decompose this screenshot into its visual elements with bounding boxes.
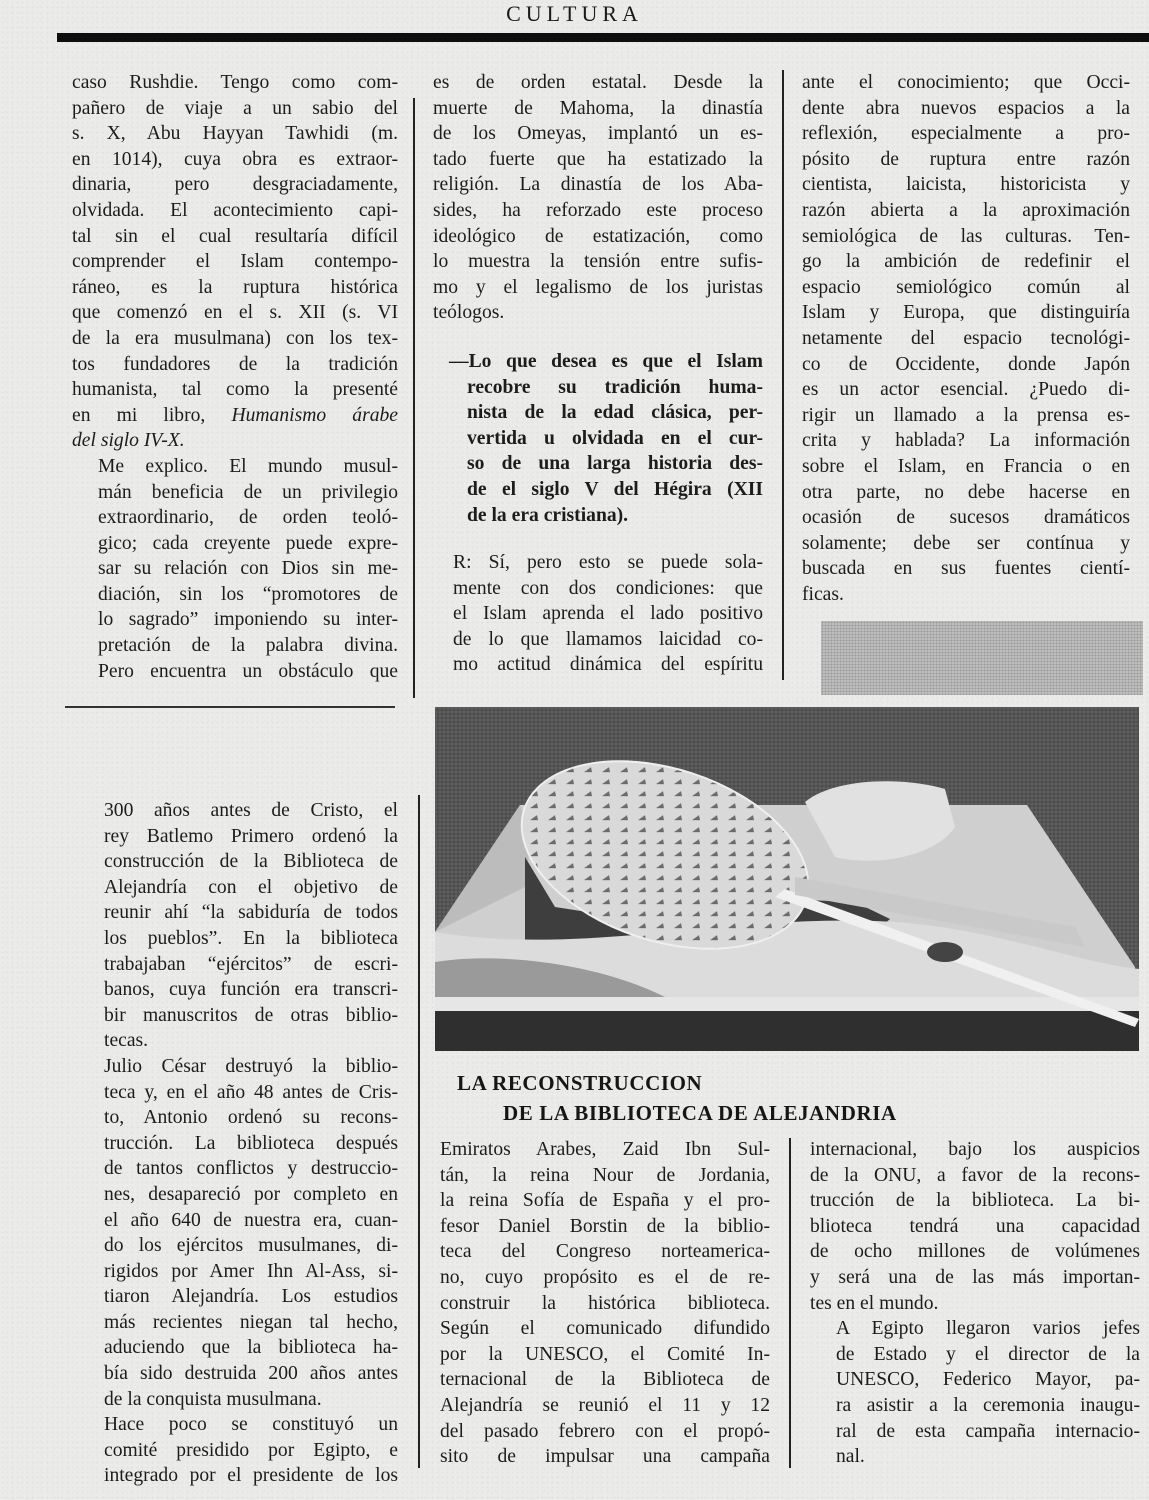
- text-line: diación, sin los “promotores de: [98, 583, 398, 605]
- text-line: trucción. La biblioteca después: [104, 1132, 398, 1154]
- book-ref-line: [72, 403, 398, 429]
- text-line: Hace poco se constituyó un: [104, 1414, 398, 1436]
- text-line: comité presidido por Egipto, e: [104, 1439, 398, 1461]
- text-line: Según el comunicado difundido: [440, 1318, 770, 1340]
- text-line: ra asistir a la ceremonia inaugu-: [836, 1394, 1140, 1416]
- interview-col1-book-ref: [72, 403, 398, 454]
- text-line: blioteca tendrá una capacidad: [810, 1215, 1140, 1237]
- text-line: de la conquista musulmana.: [104, 1388, 322, 1410]
- text-line: Me explico. El mundo musul-: [98, 455, 398, 477]
- column-divider: [418, 795, 420, 1468]
- text-line: pósito de ruptura entre razón: [802, 148, 1130, 170]
- text-line: muerte de Mahoma, la dinastía: [433, 97, 763, 119]
- text-line: dente abra nuevos espacios a la: [802, 97, 1130, 119]
- text-line: de Estado y el director de la: [836, 1343, 1140, 1365]
- text-line: de la era musulmana) con los tex-: [72, 327, 398, 349]
- text-line: caso Rushdie. Tengo como com-: [72, 72, 398, 93]
- text-line: sides, ha reforzado este proceso: [433, 199, 763, 221]
- text-line: semiológica de las culturas. Ten-: [802, 225, 1130, 247]
- column-divider: [789, 1138, 791, 1468]
- text-line: el año 640 de nuestra era, cuan-: [104, 1209, 398, 1231]
- text-line: de los Omeyas, implantó un es-: [433, 123, 763, 145]
- text-line: banos, cuya función era transcri-: [104, 979, 398, 1001]
- text-line: por la UNESCO, el Comité In-: [440, 1343, 770, 1365]
- text-line: reflexión, especialmente a pro-: [802, 123, 1130, 145]
- text-line: de lo que llamamos laicidad co-: [453, 628, 763, 650]
- text-line: humanista, tal como la presenté: [72, 379, 398, 401]
- text-line: nes, desapareció por completo en: [104, 1183, 398, 1205]
- text-line: tes en el mundo.: [810, 1292, 939, 1314]
- text-line: trabajaban “ejércitos” de escri-: [104, 953, 398, 975]
- text-line: recobre su tradición huma-: [467, 376, 763, 398]
- article-col3-para-2: [810, 1316, 1140, 1470]
- text-line: lo sagrado” imponiendo su inter-: [98, 609, 398, 631]
- text-line: ocasión de sucesos dramáticos: [802, 507, 1130, 529]
- text-line: netamente del espacio tecnológi-: [802, 327, 1130, 349]
- text-line: 300 años antes de Cristo, el: [104, 800, 398, 821]
- text-line: so de una larga historia des-: [467, 453, 763, 475]
- text-line: gico; cada creyente puede expre-: [98, 532, 398, 554]
- text-line: —Lo que desea es que el Islam: [449, 350, 763, 372]
- text-line: pañero de viaje a un sabio del: [72, 97, 398, 119]
- article-col1-para-3: [78, 1412, 398, 1489]
- text-line: sito de impulsar una campaña: [440, 1446, 770, 1468]
- library-model-photo: [435, 707, 1139, 1051]
- text-line: comprender el Islam contempo-: [72, 251, 398, 273]
- text-line: crita y hablada? La información: [802, 430, 1130, 452]
- text-line: extraordinario, de orden teoló-: [98, 507, 398, 529]
- text-line: reunir ahí “la sabiduría de todos: [104, 902, 398, 924]
- text-line: sar su relación con Dios sin me-: [98, 558, 398, 580]
- text-line: que comenzó en el s. XII (s. VI: [72, 302, 398, 324]
- text-line: nista de la edad clásica, per-: [467, 402, 763, 424]
- text-line: R: Sí, pero esto se puede sola-: [453, 552, 763, 574]
- text-line: tán, la reina Nour de Jordania,: [440, 1164, 770, 1186]
- text-line: co de Occidente, donde Japón: [802, 353, 1130, 375]
- text-line: no, cuyo propósito es el de re-: [440, 1266, 770, 1288]
- article-column-3: [810, 1137, 1140, 1470]
- headline-line-1: LA RECONSTRUCCION: [457, 1071, 703, 1095]
- interview-answer: [433, 550, 763, 678]
- text-line: Pero encuentra un obstáculo que: [98, 660, 398, 682]
- text-line: de el siglo V del Hégira (XII: [467, 478, 763, 500]
- text-line: rigidos por Amer Ihn Al-Ass, si-: [104, 1260, 398, 1282]
- text-line: en 1014), cuya obra es extraor-: [72, 148, 398, 170]
- text-line: dinaria, pero desgraciadamente,: [72, 174, 398, 196]
- text-line: del pasado febrero con el propó-: [440, 1420, 770, 1442]
- header-rule: [57, 33, 1149, 42]
- text-line: sobre el Islam, en Francia o en: [802, 455, 1130, 477]
- text-line: los pueblos”. En la biblioteca: [104, 927, 398, 949]
- text-line: aduciendo que la biblioteca ha-: [104, 1337, 398, 1359]
- text-line: tado fuerte que ha estatizado la: [433, 148, 763, 170]
- text-line: bir manuscritos de otras biblio-: [104, 1004, 398, 1026]
- text-line: tal sin el cual resultaría difícil: [72, 225, 398, 247]
- article-col1-para-2: [78, 1054, 398, 1412]
- text-line: teca y, en el año 48 antes de Cris-: [104, 1081, 398, 1103]
- text-line: ideológico de estatización, como: [433, 225, 763, 247]
- text-line: to, Antonio ordenó su recons-: [104, 1107, 398, 1129]
- text-line: construir la histórica biblioteca.: [440, 1292, 770, 1314]
- text-line: la reina Sofía de España y el pro-: [440, 1190, 770, 1212]
- text-line: buscada en sus fuentes cientí-: [802, 558, 1130, 580]
- interview-column-3: [802, 70, 1130, 607]
- interview-column-1: [72, 70, 398, 684]
- column-divider: [782, 70, 784, 680]
- text-line: Alejandría se reunió el 11 y 12: [440, 1394, 770, 1416]
- text-line: ante el conocimiento; que Occi-: [802, 72, 1130, 93]
- text-line: construcción de la Biblioteca de: [104, 851, 398, 873]
- text-line: mente con dos condiciones: que: [453, 577, 763, 599]
- text-line: tos fundadores de la tradición: [72, 353, 398, 375]
- text-line: religión. La dinastía de los Aba-: [433, 174, 763, 196]
- article-column-2: [440, 1137, 770, 1470]
- book-title-cont: del siglo IV-X.: [72, 430, 185, 452]
- text-line: teólogos.: [433, 302, 505, 324]
- text-line: solamente; debe ser contínua y: [802, 532, 1130, 554]
- text-line: mo y el legalismo de los juristas: [433, 276, 763, 298]
- text-line: ternacional de la Biblioteca de: [440, 1369, 770, 1391]
- text-line: cientista, laicista, historicista y: [802, 174, 1130, 196]
- article-headline: [457, 1068, 977, 1128]
- text-line: es de orden estatal. Desde la: [433, 72, 763, 93]
- text-line: tecas.: [104, 1030, 149, 1052]
- text-line: el Islam aprenda el lado positivo: [453, 603, 763, 625]
- text-line: de tantos conflictos y destruccio-: [104, 1158, 398, 1180]
- text-line: ral de esta campaña internacio-: [836, 1420, 1140, 1442]
- text-line: Julio César destruyó la biblio-: [104, 1055, 398, 1077]
- column-divider: [413, 98, 415, 698]
- book-ref-prefix: en mi libro,: [72, 404, 206, 426]
- text-line: ráneo, es la ruptura histórica: [72, 276, 398, 298]
- text-line: más recientes niegan tal hecho,: [104, 1311, 398, 1333]
- text-line: teca del Congreso norteamerica-: [440, 1241, 770, 1263]
- text-line: lo muestra la tensión entre sufis-: [433, 251, 763, 273]
- text-line: s. X, Abu Hayyan Tawhidi (m.: [72, 123, 398, 145]
- shaded-box: [821, 621, 1143, 695]
- text-line: ficas.: [802, 583, 844, 605]
- text-line: olvidada. El acontecimiento capi-: [72, 199, 398, 221]
- text-line: do los ejércitos musulmanes, di-: [104, 1235, 398, 1257]
- text-line: A Egipto llegaron varios jefes: [836, 1318, 1140, 1340]
- text-line: Alejandría con el objetivo de: [104, 876, 398, 898]
- text-line: de ocho millones de volúmenes: [810, 1241, 1140, 1263]
- text-line: pretación de la palabra divina.: [98, 635, 398, 657]
- interview-col3-para-1: [802, 70, 1130, 607]
- text-line: rigir un llamado a la prensa es-: [802, 404, 1130, 426]
- text-line: y será una de las más importan-: [810, 1266, 1140, 1288]
- interview-column-2: [433, 70, 763, 678]
- article-col3-para-1: [810, 1137, 1140, 1316]
- interview-col1-para-1: [72, 70, 398, 403]
- text-line: razón abierta a la aproximación: [802, 199, 1130, 221]
- text-line: mo actitud dinámica del espíritu: [453, 654, 763, 676]
- article-column-1: [78, 798, 398, 1489]
- interview-col2-para-1: [433, 70, 763, 326]
- text-line: Emiratos Arabes, Zaid Ibn Sul-: [440, 1139, 770, 1160]
- text-line: fesor Daniel Borstin de la biblio-: [440, 1215, 770, 1237]
- text-line: otra parte, no debe hacerse en: [802, 481, 1130, 503]
- text-line: trucción de la biblioteca. La bi-: [810, 1190, 1140, 1212]
- text-line: Islam y Europa, que distinguiría: [802, 302, 1130, 324]
- section-title: CULTURA: [506, 1, 643, 26]
- headline-line-2: DE LA BIBLIOTECA DE ALEJANDRIA: [503, 1101, 897, 1125]
- text-line: de la ONU, a favor de la recons-: [810, 1164, 1140, 1186]
- text-line: mán beneficia de un privilegio: [98, 481, 398, 503]
- text-line: bía sido destruida 200 años antes: [104, 1363, 398, 1385]
- section-separator: [65, 706, 395, 708]
- book-title: Humanismo árabe: [231, 404, 398, 426]
- article-col2-para-1: [440, 1137, 770, 1470]
- article-col1-para-1: [78, 798, 398, 1054]
- interview-col1-para-2: [72, 454, 398, 684]
- text-line: UNESCO, Federico Mayor, pa-: [836, 1369, 1140, 1391]
- text-line: es un actor esencial. ¿Puedo di-: [802, 379, 1130, 401]
- text-line: espacio semiológico común al: [802, 276, 1130, 298]
- text-line: vertida u olvidada en el cur-: [467, 427, 763, 449]
- text-line: tiaron Alejandría. Los estudios: [104, 1286, 398, 1308]
- interview-question: [433, 349, 763, 528]
- text-line: de la era cristiana).: [467, 504, 629, 526]
- text-line: rey Batlemo Primero ordenó la: [104, 825, 398, 847]
- text-line: nal.: [836, 1446, 865, 1468]
- text-line: go la ambición de redefinir el: [802, 251, 1130, 273]
- library-model-illustration: [435, 707, 1139, 1051]
- text-line: integrado por el presidente de los: [104, 1465, 398, 1487]
- text-line: internacional, bajo los auspicios: [810, 1139, 1140, 1160]
